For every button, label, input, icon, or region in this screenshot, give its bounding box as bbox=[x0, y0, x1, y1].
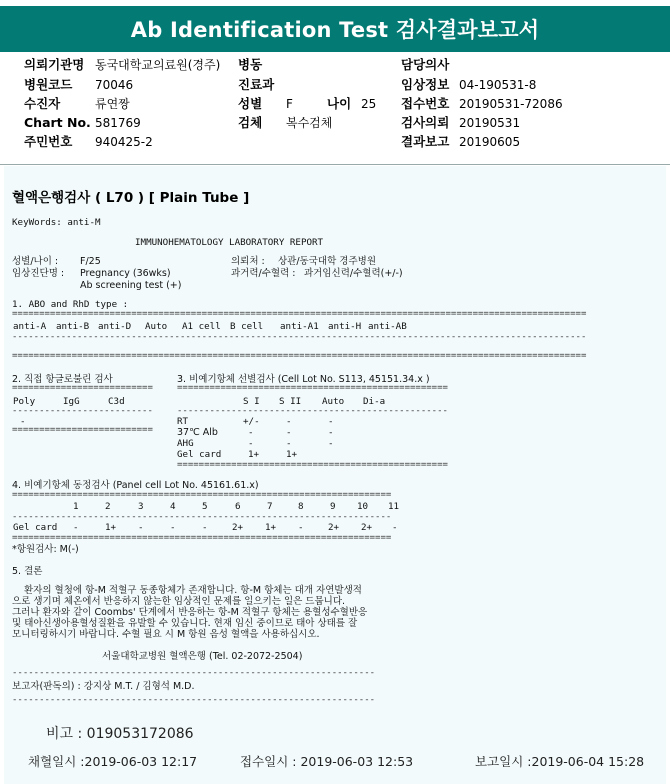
screen-cell: - bbox=[248, 438, 254, 449]
conclusion-line: 그러나 환자와 같이 Coombs' 단계에서 반응하는 항-M 적혈구 항체는 용혈성수혈반응 bbox=[12, 607, 368, 618]
screen-cell: - bbox=[328, 438, 334, 449]
conclusion-line: 및 태아신생아용혈성질환을 유발할 수 있습니다. 현재 임신 중이므로 태아 상태를 잘 bbox=[12, 618, 358, 629]
conclusion-line: 으로 생기며 체온에서 반응하지 않는한 임상적인 문제를 일으키는 일은 드뭅니다. bbox=[12, 596, 346, 607]
abo-col: B cell bbox=[230, 321, 264, 332]
screen-phase: 37℃ Alb bbox=[177, 427, 218, 438]
rule: ========================================================================================================== bbox=[12, 311, 587, 317]
lab-title: IMMUNOHEMATOLOGY LABORATORY REPORT bbox=[135, 237, 324, 248]
panel-cell: 2+ bbox=[328, 522, 340, 533]
recipient-label: 수진자 bbox=[24, 96, 61, 111]
screen-cell: - bbox=[286, 427, 292, 438]
screen-col: S II bbox=[279, 396, 302, 407]
diagnosis-value: Pregnancy (36wks) bbox=[80, 268, 171, 279]
screen-phase: Gel card bbox=[177, 449, 222, 460]
conclusion-title: 5. 결론 bbox=[12, 566, 43, 577]
abo-col: anti-AB bbox=[368, 321, 407, 332]
screen-cell: - bbox=[328, 416, 334, 427]
section-title bbox=[12, 186, 249, 206]
panel-cell: - bbox=[73, 522, 79, 533]
receipt-no-value: 20190531-72086 bbox=[459, 97, 563, 111]
history-value: 과거임신력/수혈력(+/-) bbox=[304, 268, 403, 279]
requester-value: 상관/동국대학 경주병원 bbox=[278, 256, 376, 267]
clinical-info-value: 04-190531-8 bbox=[459, 78, 537, 92]
panel-col: 3 bbox=[138, 501, 144, 512]
abo-title: 1. ABO and RhD type : bbox=[12, 299, 129, 310]
age-label: 나이 bbox=[327, 96, 352, 111]
sex-age-label: 성별/나이 : bbox=[12, 256, 59, 267]
resident-value: 940425-2 bbox=[95, 135, 153, 149]
panel-col: 9 bbox=[330, 501, 336, 512]
rule: -------------------------- bbox=[12, 408, 153, 414]
dept-label: 진료과 bbox=[238, 77, 275, 92]
antigen-result: *항원검사: M(-) bbox=[12, 544, 79, 555]
screen-cell: 1+ bbox=[248, 449, 260, 460]
rule: ---------------------------------------------------------------------------------------------------------- bbox=[12, 334, 587, 340]
panel-row-label: Gel card bbox=[13, 522, 58, 533]
panel-cell: - bbox=[202, 522, 208, 533]
panel-col: 10 bbox=[357, 501, 369, 512]
rule: ------------------------------------------------------------------- bbox=[12, 697, 376, 703]
panel-cell: - bbox=[298, 522, 304, 533]
abo-col: anti-D bbox=[98, 321, 132, 332]
note: 비고 : 019053172086 bbox=[46, 726, 194, 742]
abo-col: A1 cell bbox=[182, 321, 221, 332]
panel-col: 5 bbox=[202, 501, 208, 512]
report-time: 보고일시 :2019-06-04 15:28 bbox=[475, 754, 645, 769]
hospital-code-value: 70046 bbox=[95, 78, 134, 92]
screen-col: Di-a bbox=[363, 396, 386, 407]
section-code: ( L70 ) [ Plain Tube ] bbox=[90, 190, 250, 206]
request-value: 20190531 bbox=[459, 116, 521, 130]
panel-cell: - bbox=[138, 522, 144, 533]
chart-value: 581769 bbox=[95, 116, 141, 130]
request-label: 검사의뢰 bbox=[401, 115, 450, 130]
screen-col: Auto bbox=[322, 396, 345, 407]
specimen-value: 복수검체 bbox=[286, 116, 333, 130]
chart-label: Chart No. bbox=[24, 115, 91, 130]
panel-cell: 1+ bbox=[265, 522, 277, 533]
panel-col: 11 bbox=[388, 501, 400, 512]
screen-phase: AHG bbox=[177, 438, 194, 449]
rule: ====================================================================== bbox=[12, 535, 392, 541]
doctor-label: 담당의사 bbox=[401, 57, 450, 72]
history-label: 과거력/수혈력 : bbox=[231, 268, 296, 279]
screen-col: S I bbox=[243, 396, 260, 407]
panel-col: 7 bbox=[267, 501, 273, 512]
collect-time: 채혈일시 :2019-06-03 12:17 bbox=[28, 754, 198, 769]
panel-col: 8 bbox=[298, 501, 304, 512]
dat-value: - bbox=[20, 416, 26, 427]
panel-col: 6 bbox=[235, 501, 241, 512]
panel-col: 1 bbox=[73, 501, 79, 512]
age-value: 25 bbox=[361, 97, 377, 111]
hospital-code-label: 병원코드 bbox=[24, 77, 73, 92]
recipient-value: 류연짱 bbox=[95, 97, 130, 111]
screen-cell: +/- bbox=[243, 416, 260, 427]
screen-cell: - bbox=[286, 438, 292, 449]
result-value: 20190605 bbox=[459, 135, 521, 149]
abo-col: Auto bbox=[145, 321, 168, 332]
abo-col: anti-B bbox=[56, 321, 90, 332]
dat-col: IgG bbox=[63, 396, 80, 407]
panel-cell: 1+ bbox=[105, 522, 117, 533]
diagnosis-label: 임상진단명 : bbox=[12, 268, 65, 279]
screening: Ab screening test (+) bbox=[80, 280, 182, 291]
rule: ================================================== bbox=[177, 385, 448, 391]
header-divider bbox=[0, 164, 670, 165]
panel-cell: 2+ bbox=[232, 522, 244, 533]
screen-cell: - bbox=[286, 416, 292, 427]
receipt-no-label: 접수번호 bbox=[401, 96, 450, 111]
keywords: KeyWords: anti-M bbox=[12, 217, 101, 228]
institution-label: 의뢰기관명 bbox=[24, 57, 85, 72]
specimen-label: 검체 bbox=[238, 115, 263, 130]
panel-cell: - bbox=[392, 522, 398, 533]
panel-col: 4 bbox=[170, 501, 176, 512]
sex-label: 성별 bbox=[238, 96, 263, 111]
reporter: 보고자(판독의) : 강지상 M.T. / 김형석 M.D. bbox=[12, 681, 195, 692]
rule: ========================== bbox=[12, 427, 153, 433]
screen-title: 3. 비예기항체 선별검사 (Cell Lot No. S113, 45151.34.x ) bbox=[177, 374, 430, 385]
screen-cell: - bbox=[328, 427, 334, 438]
screen-cell: 1+ bbox=[286, 449, 298, 460]
rule: ================================================== bbox=[177, 462, 448, 468]
panel-title: 4. 비예기항체 동정검사 (Panel cell Lot No. 45161.61.x) bbox=[12, 480, 259, 491]
abo-col: anti-A1 bbox=[280, 321, 319, 332]
screen-phase: RT bbox=[177, 416, 189, 427]
panel-col: 2 bbox=[105, 501, 111, 512]
clinical-info-label: 임상정보 bbox=[401, 77, 450, 92]
dat-title: 2. 직접 항글로불린 검사 bbox=[12, 374, 113, 385]
institution-value: 동국대학교의료원(경주) bbox=[95, 58, 221, 72]
requester-label: 의뢰처 : bbox=[231, 256, 265, 267]
receive-time: 접수일시 : 2019-06-03 12:53 bbox=[240, 754, 414, 769]
sex-value: F bbox=[286, 97, 293, 111]
panel-cell: - bbox=[170, 522, 176, 533]
panel-cell: 2+ bbox=[361, 522, 373, 533]
screen-cell: - bbox=[248, 427, 254, 438]
conclusion-line: 모니터링하시기 바랍니다. 수혈 필요 시 M 항원 음성 혈액을 사용하십시오. bbox=[12, 629, 320, 640]
ward-label: 병동 bbox=[238, 57, 263, 72]
rule: ====================================================================== bbox=[12, 492, 392, 498]
sex-age-value: F/25 bbox=[80, 256, 101, 267]
blood-bank: 서울대학교병원 혈액은행 (Tel. 02-2072-2504) bbox=[102, 651, 303, 662]
rule: ========================== bbox=[12, 385, 153, 391]
report-title: Ab Identification Test 검사결과보고서 bbox=[0, 6, 670, 52]
rule: -------------------------------------------------- bbox=[177, 408, 448, 414]
rule: ---------------------------------------------------------------------- bbox=[12, 514, 392, 520]
section-name: 혈액은행검사 bbox=[12, 190, 91, 206]
dat-col: Poly bbox=[13, 396, 36, 407]
rule: ------------------------------------------------------------------- bbox=[12, 670, 376, 676]
abo-col: anti-A bbox=[13, 321, 47, 332]
abo-col: anti-H bbox=[328, 321, 362, 332]
rule: ========================================================================================================== bbox=[12, 353, 587, 359]
resident-label: 주민번호 bbox=[24, 134, 73, 149]
conclusion-line: 환자의 혈청에 항-M 적혈구 동종항체가 존재합니다. 항-M 항체는 대개 자연발생적 bbox=[24, 585, 362, 596]
result-label: 결과보고 bbox=[401, 134, 450, 149]
dat-col: C3d bbox=[108, 396, 125, 407]
